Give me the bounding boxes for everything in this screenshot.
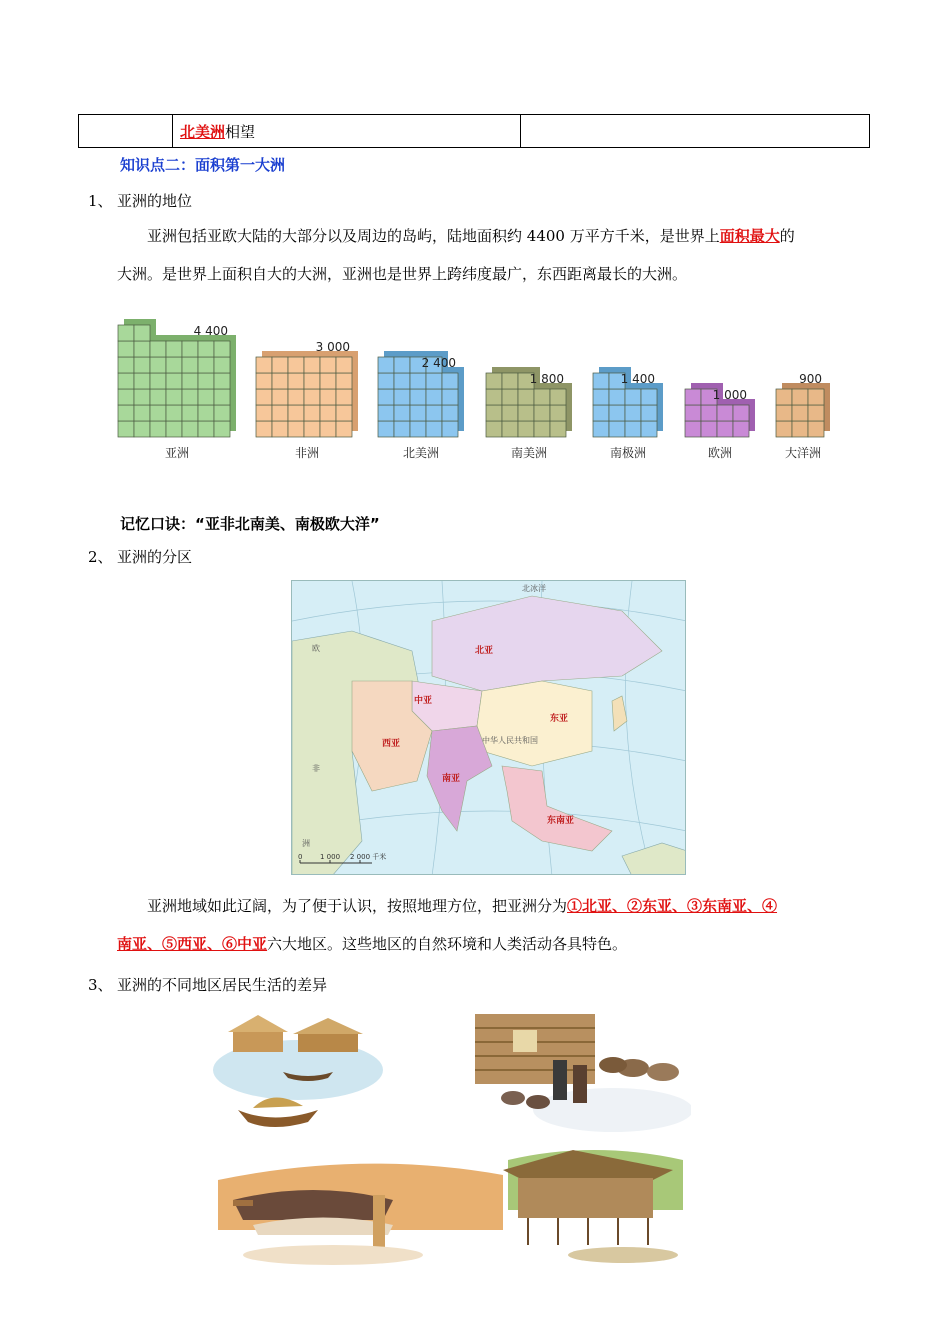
area-block-1 xyxy=(256,351,358,437)
item3-number: 3、 xyxy=(88,976,113,994)
map-label-arctic: 北冰洋 xyxy=(522,584,546,593)
highlight-north-america: 北美洲 xyxy=(180,122,226,141)
map-label-east: 东亚 xyxy=(550,714,569,724)
section-title: 知识点二：面积第一大洲 xyxy=(120,156,286,174)
asia-regions-map xyxy=(291,580,686,875)
item2-paragraph-line2 xyxy=(117,924,627,964)
water-village-illustration xyxy=(213,1015,383,1127)
area-category-label-2: 北美洲 xyxy=(402,446,440,460)
item1-text-a: 亚洲包括亚欧大陆的大部分以及周边的岛屿，陆地面积约 4400 万平方千米，是世界上 xyxy=(147,227,720,245)
area-category-label-1: 非洲 xyxy=(294,446,320,460)
item1-title: 亚洲的地位 xyxy=(117,192,193,210)
table-cell-2 xyxy=(173,115,521,147)
highlight-regions-1: ①北亚、②东亚、③东南亚、④ xyxy=(567,897,778,915)
map-label-north: 北亚 xyxy=(475,646,494,656)
item2-text-a: 亚洲地域如此辽阔，为了便于认识，按照地理方位，把亚洲分为 xyxy=(147,897,568,915)
area-category-label-3: 南美洲 xyxy=(510,446,548,460)
area-value-label-0: 4 400 xyxy=(193,324,228,338)
map-label-europe: 欧 xyxy=(312,644,320,653)
area-value-label-2: 2 400 xyxy=(421,356,456,370)
area-value-label-1: 3 000 xyxy=(315,340,350,354)
map-scale-0: 0 xyxy=(298,853,303,861)
area-block-6 xyxy=(776,383,830,437)
highlight-regions-2: 南亚、⑤西亚、⑥中亚 xyxy=(117,935,268,953)
map-scale-1000: 1 000 xyxy=(320,853,341,861)
area-value-label-3: 1 800 xyxy=(529,372,564,386)
mnemonic-text: 记忆口诀：“亚非北南美、南极欧大洋” xyxy=(120,515,380,533)
area-category-label-5: 欧洲 xyxy=(707,446,733,460)
item1-number: 1、 xyxy=(88,192,113,210)
resident-life-illustrations xyxy=(213,1010,691,1272)
continent-area-chart xyxy=(110,315,840,470)
map-graphic xyxy=(292,581,686,875)
map-scale-2000: 2 000 千米 xyxy=(350,853,387,861)
table-cell-1 xyxy=(79,115,173,147)
item1-paragraph-line2: 大洲。是世界上面积自大的大洲，亚洲也是世界上跨纬度最广，东西距离最长的大洲。 xyxy=(117,265,688,283)
table-cell-text: 相望 xyxy=(225,122,256,141)
area-value-label-4: 1 400 xyxy=(620,372,655,386)
desert-tent-illustration xyxy=(218,1164,503,1265)
stilt-house-illustration xyxy=(503,1150,683,1263)
area-value-label-5: 1 000 xyxy=(712,388,747,402)
map-label-china: 中华人民共和国 xyxy=(482,736,538,745)
area-category-label-6: 大洋洲 xyxy=(784,446,822,460)
map-label-africa: 非 xyxy=(312,764,320,773)
item2-text-b: 六大地区。这些地区的自然环境和人类活动各具特色。 xyxy=(267,935,628,953)
top-table-row xyxy=(78,114,870,148)
highlight-largest-area: 面积最大 xyxy=(719,227,780,245)
item2-title: 亚洲的分区 xyxy=(117,548,193,566)
area-category-label-0: 亚洲 xyxy=(164,446,190,460)
northern-reindeer-illustration xyxy=(475,1014,691,1132)
area-value-label-6: 900 xyxy=(799,372,822,386)
item2-paragraph-line1 xyxy=(147,886,777,926)
item2-number: 2、 xyxy=(88,548,113,566)
map-label-west: 西亚 xyxy=(382,739,401,749)
map-label-south: 南亚 xyxy=(442,774,461,784)
area-category-label-4: 南极洲 xyxy=(609,446,647,460)
map-label-ocean: 洲 xyxy=(302,839,310,848)
table-cell-3 xyxy=(521,115,869,147)
map-label-central: 中亚 xyxy=(414,696,433,706)
item1-paragraph-line1 xyxy=(147,216,795,256)
item1-text-b: 的 xyxy=(779,227,795,245)
item3-title: 亚洲的不同地区居民生活的差异 xyxy=(117,976,328,994)
map-label-southeast: 东南亚 xyxy=(547,816,575,826)
